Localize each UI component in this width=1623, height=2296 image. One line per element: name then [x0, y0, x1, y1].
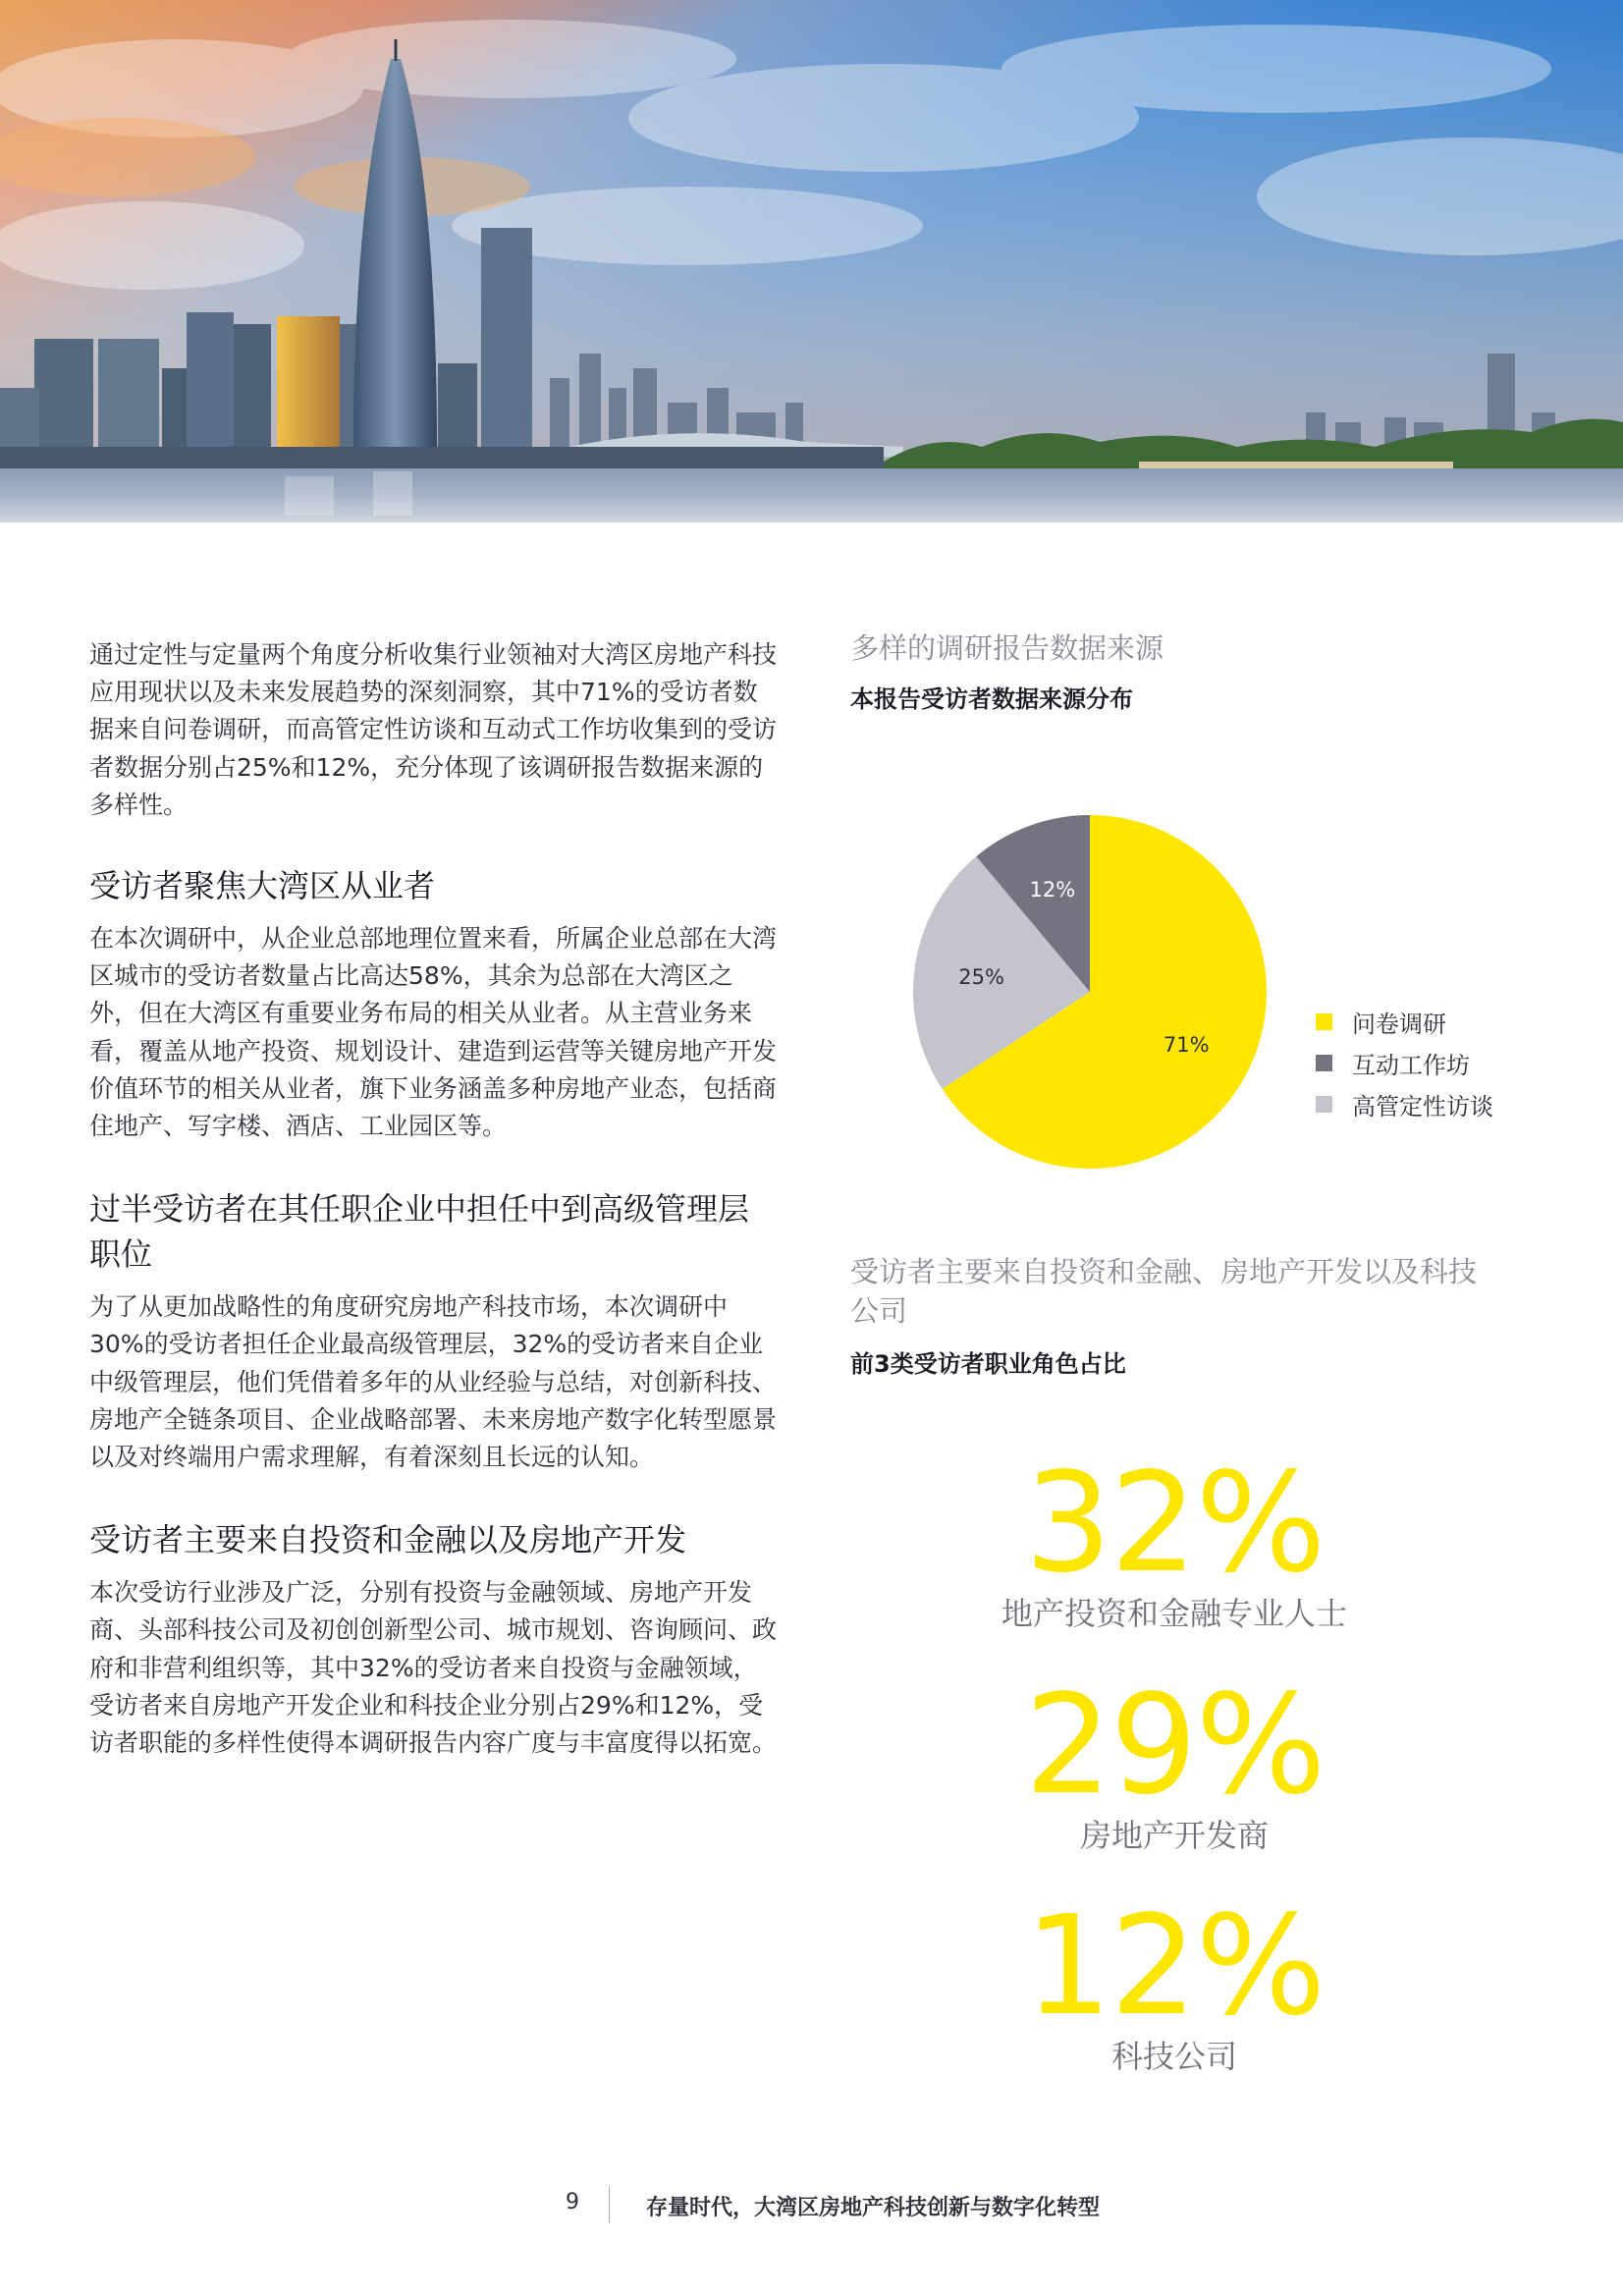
pie-slice-label: 71% — [1163, 1032, 1210, 1057]
pie-slice-label: 12% — [1029, 878, 1076, 902]
roles-section-subtitle: 前3类受访者职业角色占比 — [850, 1350, 1126, 1378]
section-body-industry: 本次受访行业涉及广泛，分别有投资与金融领域、房地产开发商、头部科技公司及初创创新型公司、城市规划、咨询顾问、政府和非营利组织等，其中32%的受访者来自投资与金融领域，受访者来自房地产开发企业和科技企业分别占29%和12%，受访者职能的多样性使得本调研报告内容广度与丰富度得以拓宽。 — [89, 1578, 778, 1758]
page-number: 9 — [566, 2190, 579, 2214]
roles-section-title: 受访者主要来自投资和金融、房地产开发以及科技公司 — [850, 1255, 1478, 1328]
left-column — [89, 636, 777, 1762]
right-column — [850, 629, 1557, 716]
data-source-section-title: 多样的调研报告数据来源 — [850, 631, 1164, 665]
intro-paragraph: 通过定性与定量两个角度分析收集行业领袖对大湾区房地产科技应用现状以及未来发展趋势的深刻洞察，其中71%的受访者数据来自问卷调研，而高管定性访谈和互动式工作坊收集到的受访者数据分别占25%和12%，充分体现了该调研报告数据来源的多样性。 — [89, 640, 778, 819]
section-heading-respondents: 受访者聚焦大湾区从业者 — [89, 867, 436, 905]
hero-skyline-image — [0, 0, 1623, 522]
legend-item — [1316, 1001, 1493, 1042]
legend-item — [1316, 1083, 1493, 1124]
legend-label: 互动工作坊 — [1352, 1051, 1470, 1079]
pie-chart — [884, 786, 1296, 1198]
legend-label: 问卷调研 — [1352, 1010, 1446, 1038]
legend-label: 高管定性访谈 — [1352, 1092, 1493, 1121]
stat-label: 地产投资和金融专业人士 — [1001, 1595, 1347, 1632]
section-body-respondents: 在本次调研中，从企业总部地理位置来看，所属企业总部在大湾区城市的受访者数量占比高达58%，其余为总部在大湾区之外，但在大湾区有重要业务布局的相关从业者。从主营业务来看，覆盖从地产投资、规划设计、建造到运营等关键房地产开发价值环节的相关从业者，旗下业务涵盖多种房地产业态，包括商住地产、写字楼、酒店、工业园区等。 — [89, 924, 778, 1141]
stat-value: 29% — [1024, 1666, 1325, 1826]
footer-divider — [609, 2186, 610, 2223]
section-heading-industry: 受访者主要来自投资和金融以及房地产开发 — [89, 1521, 687, 1559]
page-footer — [0, 2186, 1623, 2225]
legend-item — [1316, 1042, 1493, 1083]
stat-value: 12% — [1024, 1886, 1325, 2047]
stat-tech-companies — [850, 1886, 1498, 2077]
stat-value: 32% — [1024, 1444, 1325, 1604]
legend-swatch — [1316, 1055, 1332, 1071]
pie-chart-title: 本报告受访者数据来源分布 — [850, 685, 1133, 713]
roles-section-header — [850, 1252, 1479, 1381]
legend-swatch — [1316, 1013, 1332, 1030]
stat-developers — [850, 1666, 1498, 1856]
stat-investment-finance — [850, 1444, 1498, 1634]
section-heading-management: 过半受访者在其任职企业中担任中到高级管理层职位 — [89, 1190, 750, 1274]
footer-title: 存量时代，大湾区房地产科技创新与数字化转型 — [646, 2196, 1101, 2220]
stat-label: 科技公司 — [1110, 2038, 1237, 2075]
pie-legend — [1316, 1001, 1493, 1124]
pie-slice-label: 25% — [958, 964, 1004, 989]
legend-swatch — [1316, 1096, 1332, 1113]
section-body-management: 为了从更加战略性的角度研究房地产科技市场，本次调研中30%的受访者担任企业最高级管理层，32%的受访者来自企业中级管理层，他们凭借着多年的从业经验与总结，对创新科技、房地产全链条项目、企业战略部署、未来房地产数字化转型愿景以及对终端用户需求理解，有着深刻且长远的认知。 — [89, 1292, 778, 1472]
stat-label: 房地产开发商 — [1079, 1817, 1269, 1854]
